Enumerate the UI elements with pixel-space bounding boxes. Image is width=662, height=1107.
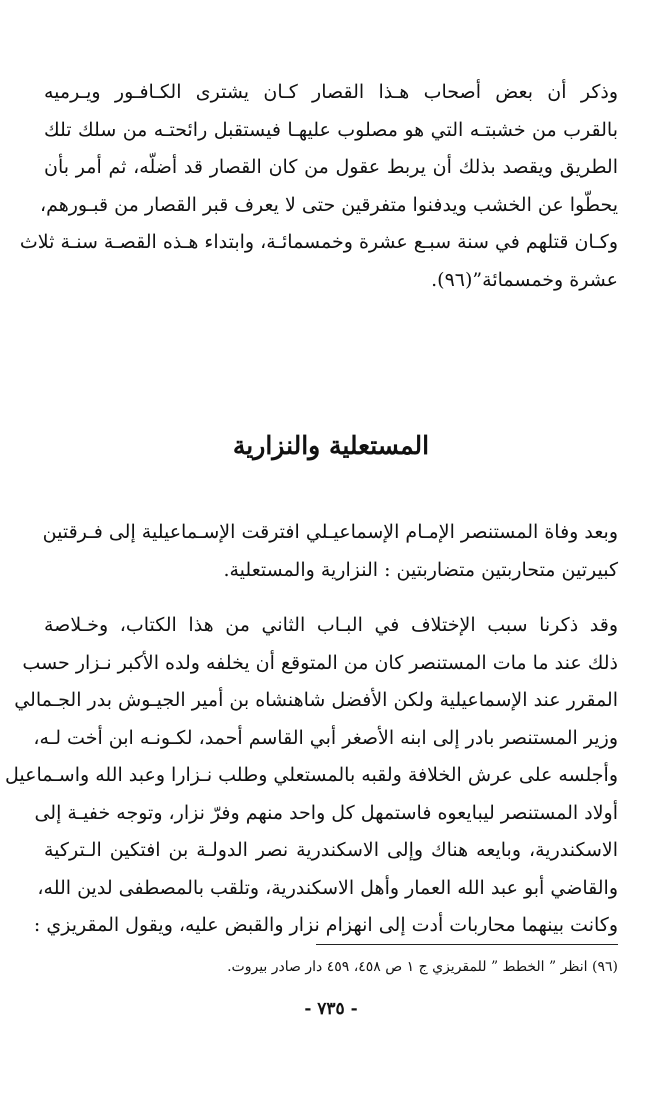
paragraph-3-line: والقاضي أبو عبد الله العمار وأهل الاسكندرية، وتلقب بالمصطفى لدين الله، [37,876,618,899]
section-heading: المستعلية والنزارية [232,431,430,460]
paragraph-3-line: وزير المستنصر بادر إلى ابنه الأصغر أبي القاسم أحمد، لكـونـه ابن أخت لـه، [33,726,618,749]
paragraph-3-line: ذلك عند ما مات المستنصر كان من المتوقع أن يخلفه ولده الأكبر نـزار حسب [22,651,618,674]
paragraph-2-line: وبعد وفاة المستنصر الإمـام الإسماعيـلي افترقت الإسـماعيلية إلى فـرقتين [42,521,618,543]
footnote-divider [316,944,618,945]
paragraph-1 [19,74,618,299]
paragraph-1-line: بالقرب من خشبتـه التي هو مصلوب عليهـا فيستقبل رائحتـه من سلك تلك [44,118,618,141]
paragraph-1-line: عشرة وخمسمائة”(٩٦). [431,268,618,291]
paragraph-3-line: الاسكندرية، وبايعه هناك وإلى الاسكندرية نصر الدولـة بن افتكين الـتركية [44,839,618,861]
page-number: - ٧٣٥ - [304,999,358,1019]
paragraph-1-line: وذكر أن بعض أصحاب هـذا القصار كـان يشترى الكـافـور ويـرميه [44,81,618,103]
paragraph-3-line: وأجلسه على عرش الخلافة ولقبه بالمستعلي وطلب نـزارا وعبد الله واسـماعيل [4,764,618,786]
paragraph-3 [4,607,618,945]
footnote: (٩٦) انظر ” الخطط ” للمقريزي ج ١ ص ٤٥٨، ٤٥٩ دار صادر بيروت. [227,959,618,975]
paragraph-1-line: يحطّوا عن الخشب ويدفنوا متفرقين حتى لا يعرف قبر القصار من قبـورهم، [39,193,618,216]
paragraph-2-line: كبيرتين متحاربتين متضاربتين : النزارية والمستعلية. [223,558,618,581]
paragraph-1-line: وكـان قتلهم في سنة سبـع عشرة وخمسمائـة، وابتداء هـذه القصـة سنـة ثلاث [19,231,618,253]
paragraph-3-line: وكانت بينهما محاربات أدت إلى انهزام نزار والقبض عليه، ويقول المقريزي : [33,914,618,936]
paragraph-3-line: المقرر عند الإسماعيلية ولكن الأفضل شاهنشاه بن أمير الجيـوش بدر الجـمالي [14,689,618,711]
paragraph-3-line: أولاد المستنصر ليبايعوه فاستمهل كل واحد منهم وفرّ نزار، وتوجه خفيـة إلى [34,801,618,824]
book-page [4,74,618,1107]
paragraph-2 [44,514,618,589]
paragraph-1-line: الطريق ويقصد بذلك أن يربط عقول من كان القصار قد أضلّه، ثم أمر بأن [44,156,618,178]
paragraph-3-line: وقد ذكرنا سبب الإختلاف في البـاب الثاني من هذا الكتاب، وخـلاصة [44,614,618,636]
